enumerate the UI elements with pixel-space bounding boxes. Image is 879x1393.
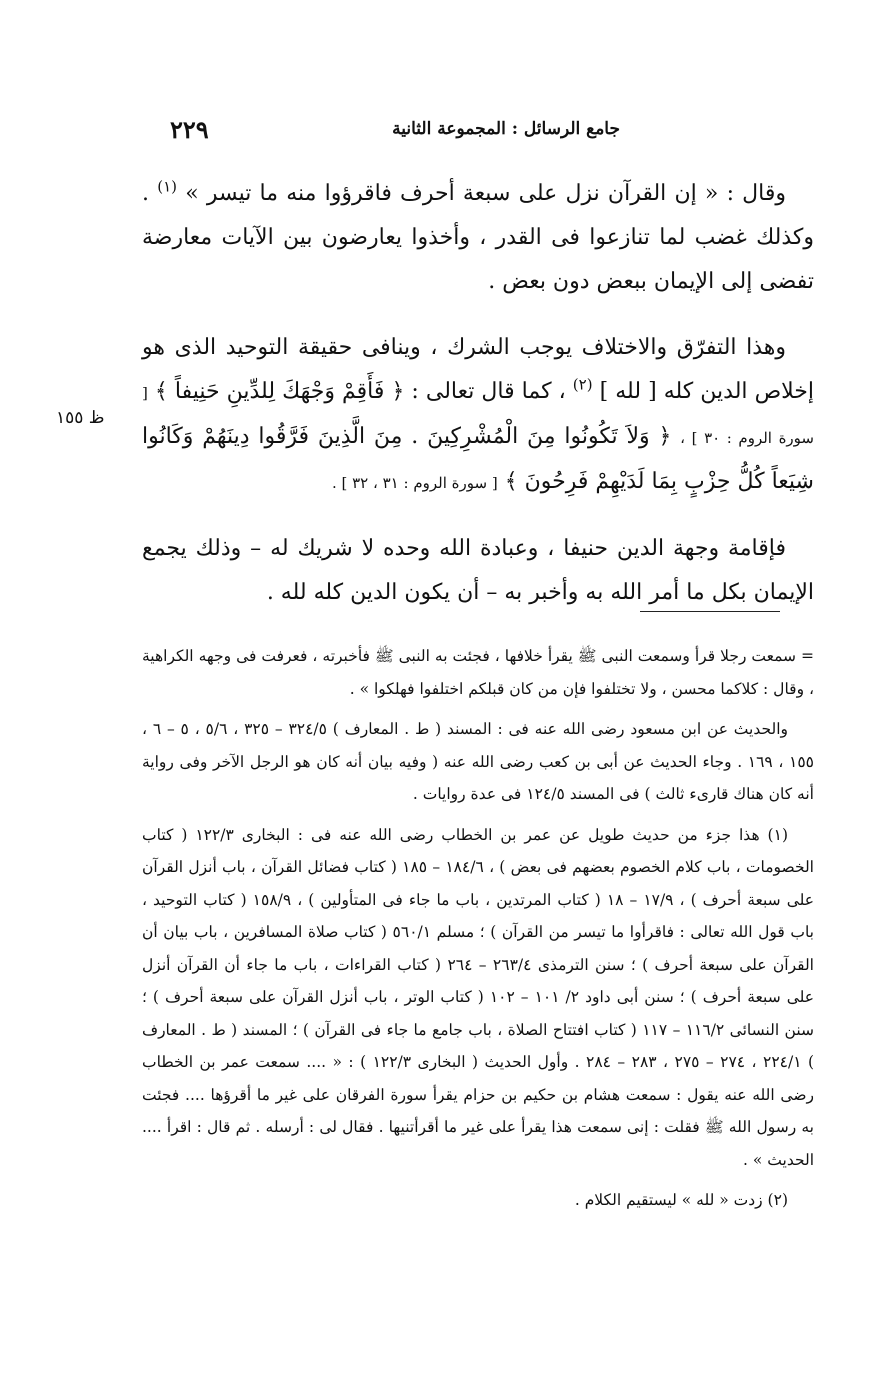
page-number: ٢٢٩	[170, 114, 209, 144]
footnote-2: (٢) زدت « لله » ليستقيم الكلام .	[574, 1191, 788, 1209]
paragraph-2-text-a: وهذا التفرّق والاختلاف يوجب الشرك ، وينافى حقيقة التوحيد الذى هو إخلاص الدين كله [ لله ]	[142, 335, 815, 404]
page-header	[170, 112, 620, 146]
footnote-continuation: = سمعت رجلا قرأ وسمعت النبى ﷺ يقرأ خلافها ، فجئت به النبى ﷺ فأخبرته ، فعرفت فى وجهه الكراهية ، وقال : كلاكما محسن ، ولا تختلفوا فإن من كان قبلكم اختلفوا فهلكوا » .	[142, 647, 814, 698]
footnote-ref-2: (٢)	[572, 375, 593, 394]
paragraph-2-text-b: ، كما قال تعالى :	[411, 379, 566, 404]
footnote-1: (١) هذا جزء من حديث طويل عن عمر بن الخطاب رضى الله عنه فى : البخارى ١٢٢/٣ ( كتاب الخصومات ، باب كلام الخصوم بعضهم فى بعض ) ، ١٨٤/٦ – ١٨٥ ( كتاب فضائل القرآن ، باب أنزل القرآن على سبعة أحرف ) ، ١٧/٩ – ١٨ ( كتاب المرتدين ، باب ما جاء فى المتأولين ) ، ١٥٨/٩ ( كتاب التوحيد ، باب قول الله تعالى : فاقرأوا ما تيسر من القرآن ) ؛ مسلم ٥٦٠/١ ( كتاب صلاة المسافرين ، باب بيان أن القرآن على سبعة أحرف ) ؛ سنن الترمذى ٢٦٣/٤ – ٢٦٤ ( كتاب القراءات ، باب ما جاء أن القرآن أنزل على سبعة أحرف ) ؛ سنن أبى داود ٢/ ١٠١ – ١٠٢ ( كتاب الوتر ، باب أنزل القرآن على سبعة أحرف ) ؛ سنن النسائى ١١٦/٢ – ١١٧ ( كتاب افتتاح الصلاة ، باب جامع ما جاء فى القرآن ) ؛ المسند ( ط . المعارف ) ٢٢٤/١ ، ٢٧٤ – ٢٧٥ ، ٢٨٣ – ٢٨٤ . وأول الحديث ( البخارى ١٢٢/٣ ) : « .... سمعت عمر بن الخطاب رضى الله عنه يقول : سمعت هشام بن حكيم بن حزام يقرأ سورة الفرقان على غير ما أقرؤها .... فجئت به رسول الله ﷺ فقلت : إنى سمعت هذا يقرأ على غير ما أقرأتنيها . فقال لى : أرسله . ثم قال : اقرأ .... الحديث » .	[142, 825, 815, 1169]
running-title: جامع الرسائل : المجموعة الثانية	[392, 119, 620, 139]
footnote-ref-1: (١)	[157, 177, 177, 196]
surah-citation-2: [ سورة الروم : ٣١ ، ٣٢ ] .	[331, 474, 498, 492]
footnote-divider	[640, 611, 780, 612]
quran-verse-2: ﴿ وَلاَ تَكُونُوا مِنَ الْمُشْرِكِينَ . مِنَ الَّذِينَ فَرَّقُوا دِينَهُمْ وَكَانُوا شِيَعاً كُلُّ حِزْبٍ بِمَا لَدَيْهِمْ فَرِحُونَ ﴾	[142, 424, 814, 494]
paragraph-2	[142, 326, 814, 505]
footnote-hadith-note: والحديث عن ابن مسعود رضى الله عنه فى : المسند ( ط . المعارف ) ٣٢٤/٥ – ٣٢٥ ، ٥/٦ ، ٥ – ٦ ، ١٥٥ ، ١٦٩ . وجاء الحديث عن أبى بن كعب رضى الله عنه ( وفيه بيان أنه كان هو الرجل الآخر وفى رواية أنه كان هناك قارىء ثالث ) فى المسند ١٢٤/٥ فى عدة روايات .	[142, 720, 814, 803]
footnotes	[142, 640, 814, 1225]
quran-verse-1: ﴿ فَأَقِمْ وَجْهَكَ لِلدِّينِ حَنِيفاً ﴾	[154, 379, 405, 404]
paragraph-3: فإقامة وجهة الدين حنيفا ، وعبادة الله وحده لا شريك له – وذلك يجمع الإيمان بكل ما أمر الله به وأخبر به – أن يكون الدين كله لله .	[142, 536, 814, 605]
surah-citation-1: [ سورة الروم : ٣٠ ] ،	[142, 384, 814, 447]
margin-manuscript-note: ظ ١٥٥	[56, 408, 105, 428]
paragraph-1-text: وقال : « إن القرآن نزل على سبعة أحرف فاقرؤوا منه ما تيسر »	[185, 181, 787, 206]
main-text	[142, 172, 814, 637]
paragraph-1	[142, 172, 814, 304]
paragraph-1-end: . وكذلك غضب لما تنازعوا فى القدر ، وأخذوا يعارضون بين الآيات معارضة تفضى إلى الإيمان ببعض دون بعض .	[142, 181, 814, 294]
